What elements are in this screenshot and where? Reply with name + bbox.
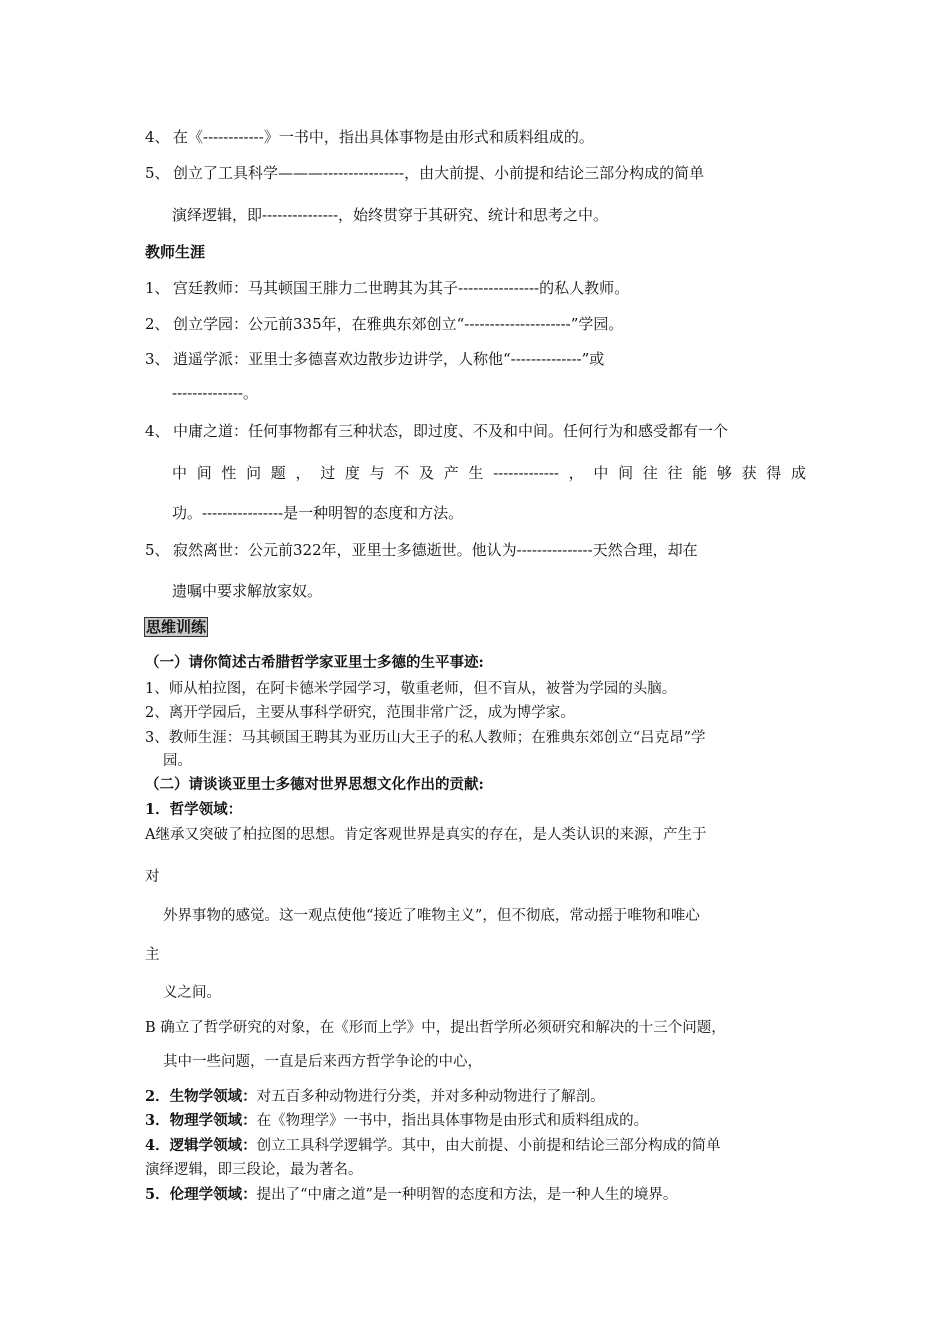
field-text: 在《物理学》一书中，指出具体事物是由形式和质料组成的。 [256,1113,649,1129]
item-number: 1、 [145,279,170,297]
field-text: 创立工具科学逻辑学。其中，由大前提、小前提和结论三部分构成的简单 [256,1138,721,1154]
list-item [145,540,698,560]
list-item-continuation: 功。----------------是一种明智的态度和方法。 [172,504,464,522]
field-title: 5．伦理学领域： [145,1186,257,1203]
paragraph-line: B 确立了哲学研究的对象，在《形而上学》中，提出哲学所必须研究和解决的十三个问题， [145,1020,726,1036]
item-text: 宫廷教师：马其顿国王腓力二世聘其为其子----------------的私人教师。 [173,279,630,297]
paragraph-line: 对 [145,869,160,885]
highlighted-heading: 思维训练 [146,618,207,636]
list-item [145,349,604,369]
paragraph-line: 义之间。 [163,985,221,1001]
justified-text: 中间性问题，过度与不及产生-------------，中间往往能够获得成 [172,464,806,482]
list-item [145,421,728,441]
answer-line: 1、师从柏拉图，在阿卡德米学园学习，敬重老师，但不盲从，被誉为学园的头脑。 [145,681,677,697]
paragraph-line: 主 [145,947,160,963]
list-item-continuation [172,463,806,483]
field-text: 演绎逻辑，即三段论，最为著名。 [145,1162,363,1178]
field-text: 提出了“中庸之道”是一种明智的态度和方法，是一种人生的境界。 [256,1187,678,1203]
field-line [145,1136,721,1156]
answer-line: 园。 [163,753,192,769]
item-text: 在《------------》一书中，指出具体事物是由形式和质料组成的。 [173,128,594,146]
answer-line: 2、离开学园后，主要从事科学研究，范围非常广泛，成为博学家。 [145,705,575,721]
field-title: 4．逻辑学领域： [145,1137,257,1154]
field-line [145,1111,648,1131]
section-heading: 教师生涯 [145,243,206,261]
item-number: 5、 [145,541,170,559]
item-number: 4、 [145,128,170,146]
item-text: 创立了工具科学———----------------，由大前提、小前提和结论三部分构成的简单 [173,164,705,182]
item-number: 3、 [145,350,170,368]
field-line [145,1185,677,1205]
item-text: 逍遥学派：亚里士多德喜欢边散步边讲学，人称他“--------------”或 [173,350,605,368]
list-item [145,163,704,183]
field-line [145,1160,363,1180]
field-text: 对五百多种动物进行分类，并对多种动物进行了解剖。 [256,1089,605,1105]
list-item-continuation: --------------。 [172,384,258,402]
item-number: 5、 [145,164,170,182]
paragraph-line: 外界事物的感觉。这一观点使他“接近了唯物主义”，但不彻底，常动摇于唯物和唯心 [163,908,700,924]
answer-line: 3、教师生涯：马其顿国王聘其为亚历山大王子的私人教师；在雅典东郊创立“吕克昂”学 [145,730,706,746]
item-text: 创立学园：公元前335年，在雅典东郊创立“---------------------”学园。 [173,315,624,333]
list-item [145,278,629,298]
list-item-continuation: 演绎逻辑，即---------------，始终贯穿于其研究、统计和思考之中。 [172,206,609,224]
list-item [145,314,623,334]
field-line [145,1087,605,1107]
item-number: 4、 [145,422,170,440]
item-number: 2、 [145,315,170,333]
section-heading [145,617,207,637]
list-item-continuation: 遗嘱中要求解放家奴。 [172,582,323,600]
list-item [145,127,594,147]
field-title: 3．物理学领域： [145,1112,257,1129]
field-title: 2．生物学领域： [145,1088,257,1105]
paragraph-line: A继承又突破了柏拉图的思想。肯定客观世界是真实的存在，是人类认识的来源，产生于 [145,827,707,843]
question-heading: （一）请你简述古希腊哲学家亚里士多德的生平事迹: [145,654,484,671]
paragraph-line: 其中一些问题，一直是后来西方哲学争论的中心， [163,1054,482,1070]
item-text: 中庸之道：任何事物都有三种状态，即过度、不及和中间。任何行为和感受都有一个 [173,422,729,440]
field-title: 1．哲学领域： [145,801,243,818]
question-heading: （二）请谈谈亚里士多德对世界思想文化作出的贡献: [145,776,484,793]
item-text: 寂然离世：公元前322年，亚里士多德逝世。他认为---------------天然合理，却在 [173,541,698,559]
